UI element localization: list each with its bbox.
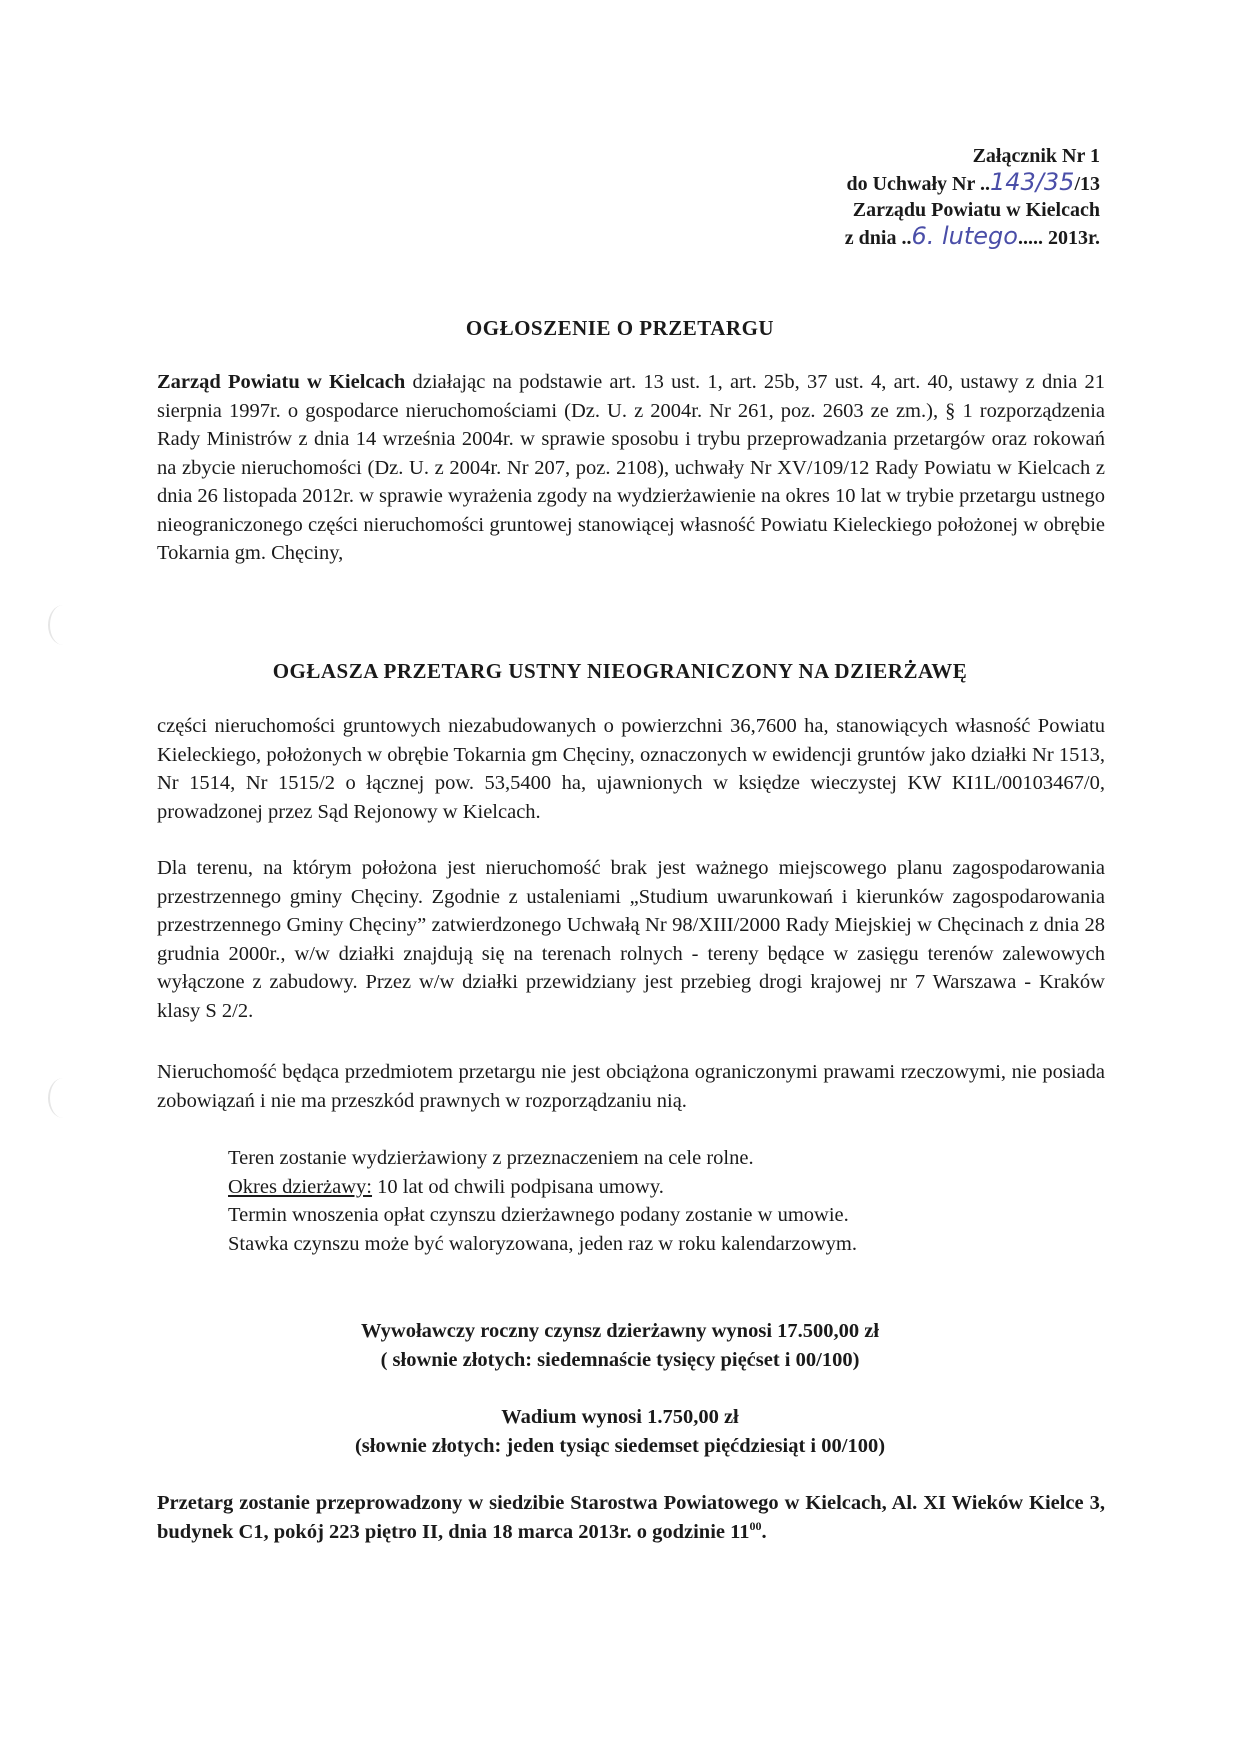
punch-hole-mark — [48, 605, 78, 645]
period-value: 10 lat od chwili podpisana umowy. — [372, 1175, 664, 1198]
handwritten-number: 143/35 — [990, 168, 1075, 196]
board-name: Zarządu Powiatu w Kielcach — [852, 199, 1100, 221]
handwritten-date: 6. lutego — [911, 222, 1018, 250]
resolution-number — [760, 169, 1100, 197]
date-prefix: z dnia .. — [844, 227, 912, 249]
intro-lead: Zarząd Powiatu w Kielcach — [157, 371, 406, 393]
attachment-header — [760, 143, 1100, 251]
starting-rent — [0, 1317, 1240, 1375]
deposit-in-words: (słownie złotych: jeden tysiąc siedemset pięćdziesiąt i 00/100) — [354, 1435, 886, 1457]
intro-paragraph — [157, 368, 1105, 568]
payment-term: Termin wnoszenia opłat czynszu dzierżawnego podany zostanie w umowie. — [228, 1204, 849, 1226]
announcement-heading: OGŁASZA PRZETARG USTNY NIEOGRANICZONY NA DZIERŻAWĘ — [272, 659, 968, 683]
hour-minutes: 00 — [749, 1519, 762, 1534]
punch-hole-mark — [48, 1078, 78, 1118]
venue-end: . — [761, 1521, 767, 1543]
encumbrance-paragraph: Nieruchomość będąca przedmiotem przetargu nie jest obciążona ograniczonymi prawami rzeczowymi, nie posiada zobowiązań i nie ma przeszkód prawnych w rozporządzaniu nią. — [157, 1061, 1105, 1112]
indexation-term: Stawka czynszu może być waloryzowana, jeden raz w roku kalendarzowym. — [228, 1232, 857, 1255]
document-title: OGŁOSZENIE O PRZETARGU — [465, 316, 775, 340]
date-suffix: ..... 2013r. — [1017, 227, 1100, 249]
deposit-amount: Wadium wynosi 1.750,00 zł — [501, 1406, 739, 1428]
purpose-term: Teren zostanie wydzierżawiony z przeznaczeniem na cele rolne. — [228, 1147, 754, 1169]
resolution-prefix: do Uchwały Nr .. — [846, 173, 990, 195]
period-term — [228, 1173, 1088, 1202]
lease-terms — [228, 1144, 1088, 1258]
venue-text: Przetarg zostanie przeprowadzony w siedzibie Starostwa Powiatowego w Kielcach, Al. XI Wieków Kielce 3, budynek C1, pokój 223 piętro II, dnia 18 marca 2013r. o godzinie 11 — [157, 1492, 1105, 1543]
period-label: Okres dzierżawy: — [228, 1175, 373, 1198]
resolution-date — [760, 223, 1100, 251]
rent-in-words: ( słownie złotych: siedemnaście tysięcy pięćset i 00/100) — [380, 1349, 860, 1371]
resolution-suffix: /13 — [1074, 173, 1100, 195]
deposit — [0, 1403, 1240, 1461]
zoning-paragraph: Dla terenu, na którym położona jest nieruchomość brak jest ważnego miejscowego planu zagospodarowania przestrzennego gminy Chęciny. Zgodnie z ustaleniami „Studium uwarunkowań i kierunków zagospodarowania przestrzennego Gminy Chęciny” zatwierdzonego Uchwałą Nr 98/XIII/2000 Rady Miejskiej w Chęcinach z dnia 28 grudnia 2000r., w/w działki znajdują się na terenach rolnych - tereny będące w zasięgu terenów zalewowych wyłączone z zabudowy. Przez w/w działki przewidziany jest przebieg drogi krajowej nr 7 Warszawa - Kraków klasy S 2/2. — [157, 857, 1105, 1022]
rent-amount: Wywoławczy roczny czynsz dzierżawny wynosi 17.500,00 zł — [360, 1320, 880, 1342]
attachment-number: Załącznik Nr 1 — [972, 145, 1100, 167]
intro-text: działając na podstawie art. 13 ust. 1, art. 25b, 37 ust. 4, art. 40, ustawy z dnia 21 sierpnia 1997r. o gospodarce nieruchomościami (Dz. U. z 2004r. Nr 261, poz. 2603 ze zm.), § 1 rozporządzenia Rady Ministrów z dnia 14 września 2004r. w sprawie sposobu i trybu przeprowadzania przetargów oraz rokowań na zbycie nieruchomości (Dz. U. z 2004r. Nr 207, poz. 2108), uchwały Nr XV/109/12 Rady Powiatu w Kielcach z dnia 26 listopada 2012r. w sprawie wyrażenia zgody na wydzierżawienie na okres 10 lat w trybie przetargu ustnego nieograniczonego części nieruchomości gruntowej stanowiącej własność Powiatu Kieleckiego położonej w obrębie Tokarnia gm. Chęciny, — [157, 371, 1106, 564]
auction-venue-paragraph — [157, 1489, 1105, 1547]
property-description: części nieruchomości gruntowych niezabudowanych o powierzchni 36,7600 ha, stanowiących własność Powiatu Kieleckiego, położonych w obrębie Tokarnia gm Chęciny, oznaczonych w ewidencji gruntów jako działki Nr 1513, Nr 1514, Nr 1515/2 o łącznej pow. 53,5400 ha, ujawnionych w księdze wieczystej KW KI1L/00103467/0, prowadzonej przez Sąd Rejonowy w Kielcach. — [157, 715, 1105, 823]
